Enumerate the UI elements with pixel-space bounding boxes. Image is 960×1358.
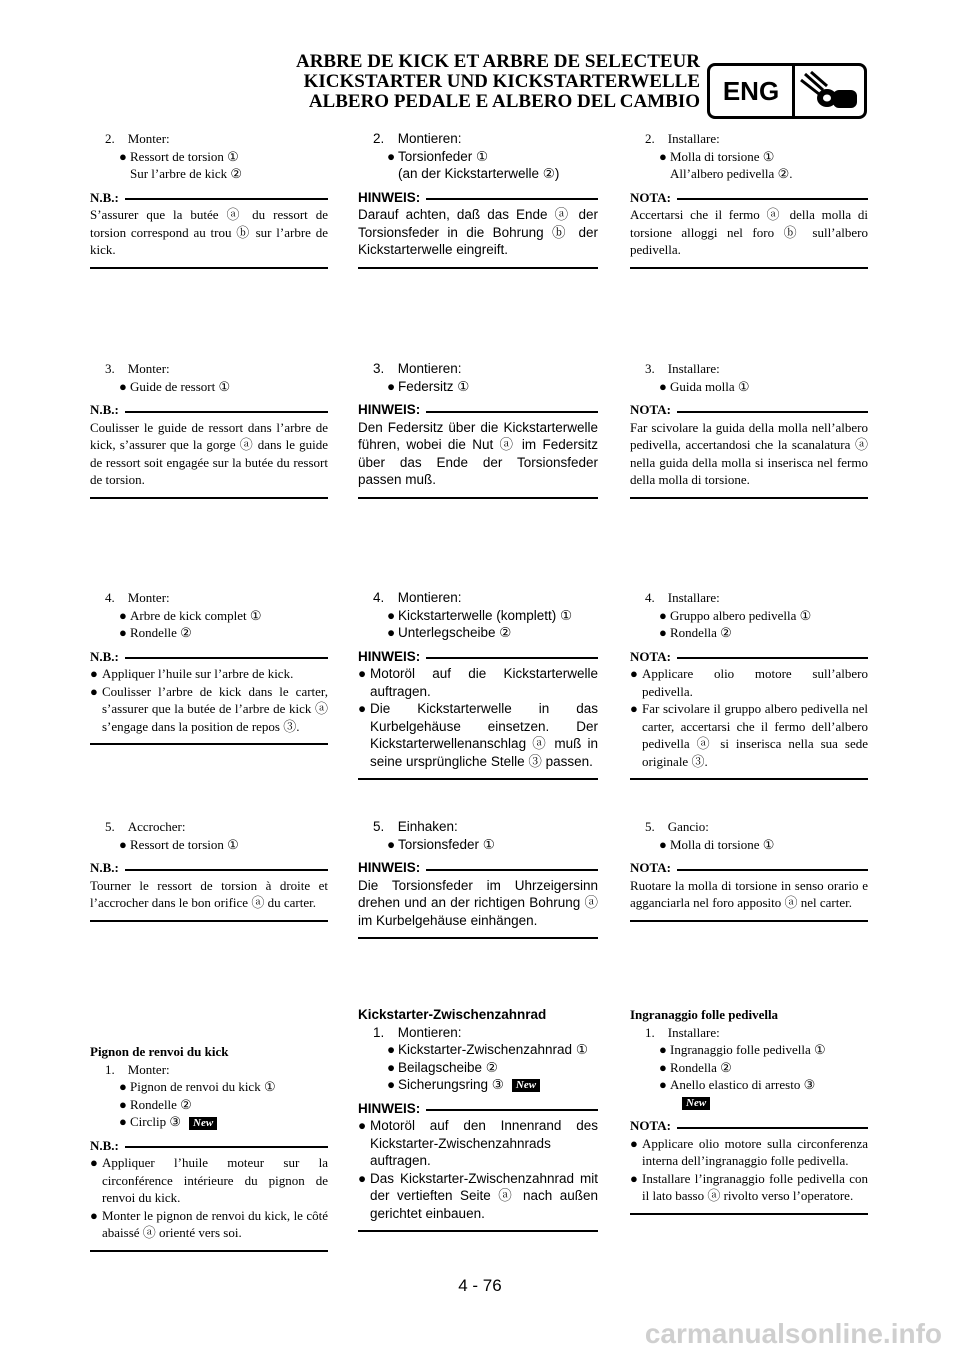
note-label: N.B.: — [90, 402, 119, 417]
item-detail: (an der Kickstarterwelle ②) — [398, 166, 560, 181]
note-label: NOTA: — [630, 402, 671, 417]
step-label: 3. Installare: — [645, 361, 720, 376]
item: Rondelle ② — [130, 1096, 192, 1112]
note-text: Tourner le ressort de torsion à droite et l’accrocher dans le bon orifice ⓐ du carter. — [90, 877, 328, 910]
de-step-4: 4. Montieren: ● Kickstarterwelle (komplett) ① ● Unterlegscheibe ② HINWEIS: ● Motoröl auf die Kickstarterwelle auftragen. ● Die Kickstarterwelle in das Kurbelgehäuse einsetzen. Der Kickstarterwellenanschlag ⓐ muß in seine ursprüngliche Stelle ③ passen. — [358, 589, 598, 780]
it-step-5: 5. Gancio: ● Molla di torsione ① NOTA: Ruotare la molla di torsione in senso orario e agganciarla nel foro apposito ⓐ nel carter. — [630, 818, 868, 922]
note-bullet: Applicare olio motore sulla circonferenza interna dell’ingranaggio folle pedivella. — [642, 1135, 868, 1168]
watermark: carmanualsonline.info — [644, 1318, 942, 1349]
note-bullet: Appliquer l’huile sur l’arbre de kick. — [102, 666, 294, 681]
note-bullet: Motoröl auf den Innenrand des Kickstarter-Zwischenzahnrads auftragen. — [370, 1118, 598, 1168]
item: Ingranaggio folle pedivella ① — [670, 1042, 826, 1057]
item: Gruppo albero pedivella ① — [670, 607, 812, 623]
step-label: 1. Montieren: — [373, 1024, 462, 1040]
item: Federsitz ① — [398, 378, 470, 394]
new-badge: New — [189, 1117, 217, 1130]
note-label: HINWEIS: — [358, 1100, 421, 1116]
item: Molla di torsione ① — [670, 836, 775, 852]
de-idle-gear: Kickstarter-Zwischenzahnrad 1. Montieren: ● Kickstarter-Zwischenzahnrad ① ● Beilagscheibe ② ● Sicherungsring ③ New HINWEIS: ● Motoröl auf den Innenrand des Kickstarter-Zwischenzahnrads auftragen. ● Das Kickstarter-Zwischenzahnrad mit der vertieften Seite ⓐ nach außen gerichtet einbauen. — [358, 1006, 598, 1232]
item: Unterlegscheibe ② — [398, 625, 512, 640]
item: Ressort de torsion ① — [130, 836, 239, 852]
item: Molla di torsione ① — [670, 148, 775, 164]
note-label: N.B.: — [90, 189, 119, 205]
note-label: HINWEIS: — [358, 860, 421, 875]
de-step-2: 2. Montieren: ● Torsionfeder ① (an der Kickstarterwelle ②) HINWEIS: Darauf achten, daß das Ende ⓐ der Torsionsfeder in die Bohrung ⓑ der Kickstarterwelle eingreift. — [358, 130, 598, 269]
step-label: 5. Gancio: — [645, 819, 709, 834]
note-text: Accertarsi che il fermo ⓐ della molla di torsione alloggi nel foro ⓑ sull’albero pedivella. — [630, 207, 868, 257]
item: Pignon de renvoi du kick ① — [130, 1079, 276, 1094]
item: Guida molla ① — [670, 378, 750, 394]
item: Kickstarter-Zwischenzahnrad ① — [398, 1042, 588, 1057]
language-tag — [707, 63, 867, 119]
engine-wrench-icon — [795, 66, 864, 116]
step-label: 2. Montieren: — [373, 131, 462, 146]
section-title: Pignon de renvoi du kick — [90, 1044, 229, 1059]
note-text: Coulisser le guide de ressort dans l’arbre de kick, s’assurer que la gorge ⓐ dans le guide de ressort soit engagée sur la butée du ressort de torsion. — [90, 419, 328, 487]
item: Kickstarterwelle (komplett) ① — [398, 607, 573, 623]
item: Rondelle ② — [130, 625, 192, 640]
note-text: Far scivolare la guida della molla nell’albero pedivella, accertandosi che la scanalatura ⓐ nella guida della molla si inserisca nel fermo della molla di torsione. — [630, 419, 868, 487]
new-badge: New — [682, 1097, 710, 1110]
note-bullet: Das Kickstarter-Zwischenzahnrad mit der vertieften Seite ⓐ nach außen gerichtet einbauen. — [370, 1170, 598, 1221]
note-bullet: Appliquer l’huile moteur sur la circonférence intérieure du pignon de renvoi du kick. — [102, 1155, 328, 1205]
step-label: 3. Monter: — [105, 361, 170, 376]
it-step-3: 3. Installare: ● Guida molla ① NOTA: Far scivolare la guida della molla nell’albero pedivella, accertandosi che la scanalatura ⓐ nella guida della molla si inserisca nel fermo della molla di torsione. — [630, 360, 868, 499]
item: Torsionfeder ① — [398, 148, 489, 164]
lang-code: ENG — [710, 66, 795, 116]
note-label: N.B.: — [90, 860, 119, 875]
note-text: Ruotare la molla di torsione in senso orario e agganciarla nel foro apposito ⓐ nel carter. — [630, 877, 868, 910]
it-step-2: 2. Installare: ● Molla di torsione ① All’albero pedivella ②. NOTA: Accertarsi che il fermo ⓐ della molla di torsione alloggi nel foro ⓑ sull’albero pedivella. — [630, 130, 868, 269]
note-label: NOTA: — [630, 860, 671, 875]
item: Rondella ② — [670, 1059, 732, 1075]
section-title: Kickstarter-Zwischenzahnrad — [358, 1007, 547, 1022]
note-bullet: Coulisser l’arbre de kick dans le carter, s’assurer que la butée de l’arbre de kick ⓐ s’engage dans la position de repos ③. — [102, 683, 328, 734]
header-title-it: ALBERO PEDALE E ALBERO DEL CAMBIO — [308, 91, 700, 112]
step-label: 5. Accrocher: — [105, 819, 186, 834]
section-title: Ingranaggio folle pedivella — [630, 1007, 779, 1022]
header-title-fr: ARBRE DE KICK ET ARBRE DE SELECTEUR — [295, 51, 700, 72]
item: Ressort de torsion ① — [130, 148, 239, 164]
note-label: N.B.: — [90, 1137, 119, 1153]
note-bullet: Motoröl auf die Kickstarterwelle auftragen. — [370, 666, 598, 699]
item: Circlip ③ — [130, 1114, 182, 1129]
de-step-3: 3. Montieren: ● Federsitz ① HINWEIS: Den Federsitz über die Kickstarterwelle führen, wobei die Nut ⓐ im Federsitz über das Ende der Torsionsfeder passen muß. — [358, 360, 598, 499]
note-label: NOTA: — [630, 1118, 671, 1133]
it-idle-gear: Ingranaggio folle pedivella 1. Installare: ● Ingranaggio folle pedivella ① ● Rondella ② ● Anello elastico di arresto ③ New NOTA: ● Applicare olio motore sulla circonferenza interna dell’ingranaggio folle pedivella. ● Installare l’ingranaggio folle pedivella con il lato basso ⓐ rivolto verso l’operatore. — [630, 1006, 868, 1215]
note-label: HINWEIS: — [358, 648, 421, 664]
note-text: S’assurer que la butée ⓐ du ressort de torsion correspond au trou ⓑ sur l’arbre de kick. — [90, 207, 328, 257]
step-label: 3. Montieren: — [373, 361, 462, 376]
item-detail: All’albero pedivella ②. — [670, 166, 793, 181]
note-bullet: Monter le pignon de renvoi du kick, le côté abaissé ⓐ orienté vers soi. — [102, 1207, 328, 1240]
note-text: Darauf achten, daß das Ende ⓐ der Torsionsfeder in die Bohrung ⓑ der Kickstarterwelle eingreift. — [358, 207, 598, 257]
note-bullet: Die Kickstarterwelle in das Kurbelgehäuse einsetzen. Der Kickstarterwellenanschlag ⓐ muß in seine ursprüngliche Stelle ③ passen. — [370, 701, 598, 769]
note-bullet: Installare l’ingranaggio folle pedivella con il lato basso ⓐ rivolto verso l’operatore. — [642, 1170, 868, 1203]
item: Beilagscheibe ② — [398, 1059, 498, 1075]
step-label: 5. Einhaken: — [373, 819, 458, 834]
step-label: 2. Monter: — [105, 131, 170, 146]
step-label: 4. Monter: — [105, 590, 170, 605]
item-detail: Sur l’arbre de kick ② — [130, 166, 243, 181]
note-bullet: Applicare olio motore sull’albero pedivella. — [642, 666, 868, 699]
item: Anello elastico di arresto ③ — [670, 1077, 816, 1092]
new-badge: New — [512, 1079, 540, 1092]
item: Torsionsfeder ① — [398, 836, 495, 852]
note-label: HINWEIS: — [358, 402, 421, 417]
step-label: 2. Installare: — [645, 131, 720, 146]
fr-step-4: 4. Monter: ● Arbre de kick complet ① ● Rondelle ② N.B.: ● Appliquer l’huile sur l’arbre de kick. ● Coulisser l’arbre de kick dans le carter, s’assurer que la butée de l’arbre de kick ⓐ s’engage dans la position de repos ③. — [90, 589, 328, 745]
item: Arbre de kick complet ① — [130, 607, 262, 623]
header-title-de: KICKSTARTER UND KICKSTARTERWELLE — [303, 71, 700, 92]
note-text: Die Torsionsfeder im Uhrzeigersinn drehen und an der richtigen Bohrung ⓐ im Kurbelgehäuse einhängen. — [358, 877, 598, 928]
note-label: HINWEIS: — [358, 189, 421, 205]
note-label: N.B.: — [90, 648, 119, 664]
page-number: 4 - 76 — [458, 1276, 502, 1295]
note-label: NOTA: — [630, 648, 671, 664]
fr-step-2: 2. Monter: ● Ressort de torsion ① Sur l’arbre de kick ② N.B.: S’assurer que la butée ⓐ du ressort de torsion correspond au trou ⓑ sur l’arbre de kick. — [90, 130, 328, 269]
note-bullet: Far scivolare il gruppo albero pedivella nel carter, accertarsi che il fermo dell’albero pedivella ⓐ si inserisca nella sua sede originale ③. — [642, 701, 868, 769]
item: Rondella ② — [670, 625, 732, 640]
step-label: 4. Installare: — [645, 590, 720, 605]
fr-step-3: 3. Monter: ● Guide de ressort ① N.B.: Coulisser le guide de ressort dans l’arbre de kick, s’assurer que la gorge ⓐ dans le guide de ressort soit engagée sur la butée du ressort de torsion. — [90, 360, 328, 499]
fr-step-5: 5. Accrocher: ● Ressort de torsion ① N.B.: Tourner le ressort de torsion à droite et l’accrocher dans le bon orifice ⓐ du carter. — [90, 818, 328, 922]
step-label: 1. Installare: — [645, 1024, 720, 1040]
step-label: 1. Monter: — [105, 1061, 170, 1077]
section-header — [270, 52, 700, 112]
item: Sicherungsring ③ — [398, 1077, 504, 1092]
de-step-5: 5. Einhaken: ● Torsionsfeder ① HINWEIS: Die Torsionsfeder im Uhrzeigersinn drehen und an der richtigen Bohrung ⓐ im Kurbelgehäuse einhängen. — [358, 818, 598, 939]
step-label: 4. Montieren: — [373, 590, 462, 605]
item: Guide de ressort ① — [130, 378, 231, 394]
note-label: NOTA: — [630, 189, 671, 205]
note-text: Den Federsitz über die Kickstarterwelle führen, wobei die Nut ⓐ im Federsitz über das Ende der Torsionsfeder passen muß. — [358, 419, 598, 487]
it-step-4: 4. Installare: ● Gruppo albero pedivella ① ● Rondella ② NOTA: ● Applicare olio motore sull’albero pedivella. ● Far scivolare il gruppo albero pedivella nel carter, accertarsi che il fermo dell’albero pedivella ⓐ si inserisca nella sua sede originale ③. — [630, 589, 868, 780]
fr-idle-gear: Pignon de renvoi du kick 1. Monter: ● Pignon de renvoi du kick ① ● Rondelle ② ● Circlip ③ New N.B.: ● Appliquer l’huile moteur sur la circonférence intérieure du pignon de renvoi du kick. ● Monter le pignon de renvoi du kick, le côté abaissé ⓐ orienté vers soi. — [90, 1043, 328, 1252]
